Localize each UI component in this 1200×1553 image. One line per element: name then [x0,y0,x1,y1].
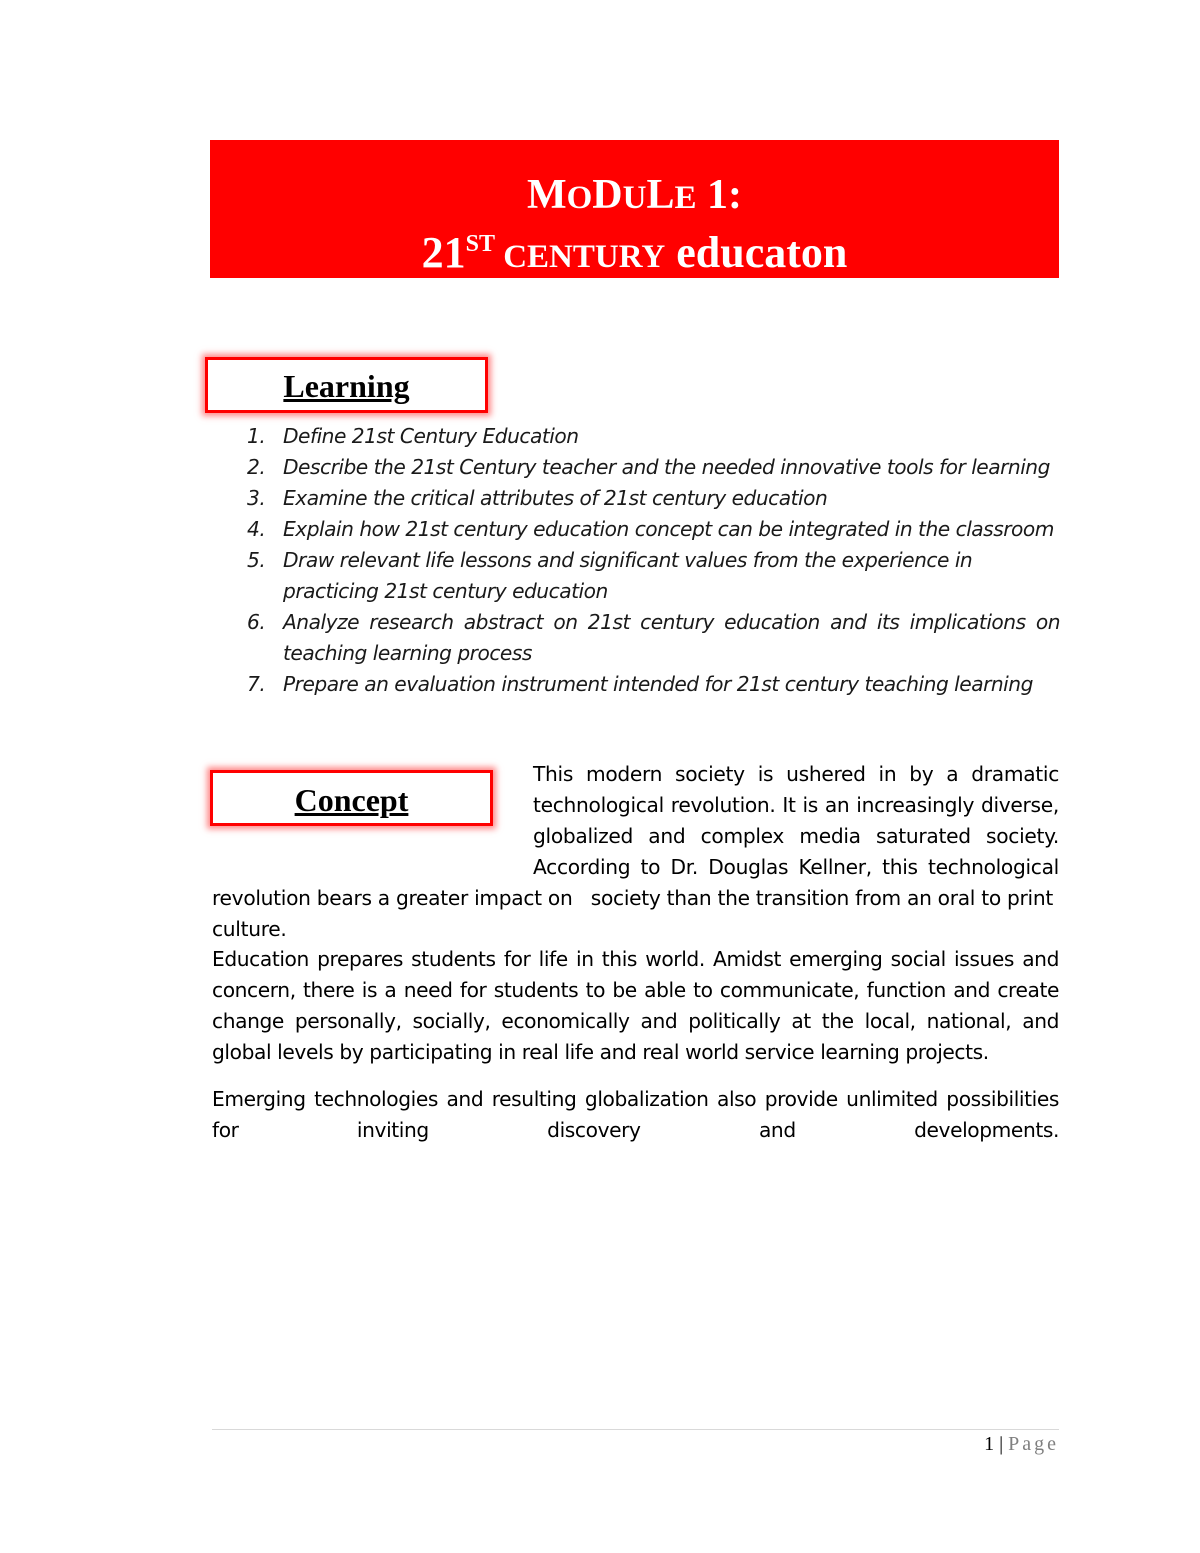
list-item-text: Describe the 21st Century teacher and the needed innovative tools for learning [283,455,1050,479]
list-item-text: Explain how 21st century education concept can be integrated in the classroom [283,517,1054,541]
list-item-text: Draw relevant life lessons and significant values from the experience in practicing 21st century education [283,548,973,603]
title-number: 21 [421,228,466,277]
list-item [240,669,1060,700]
concept-heading: Concept [210,770,493,826]
learning-objectives-list [240,421,1060,700]
footer-divider [212,1429,1059,1430]
list-number: 7. [247,672,266,696]
concept-paragraph-continued: revolution bears a greater impact on society than the transition from an oral to print culture. [212,886,1060,941]
module-num: 1: [696,172,743,218]
module-letter-m: M [526,172,567,218]
list-item-text: Analyze research abstract on 21st century education and its implications on teaching learning process [283,610,1060,665]
title-education: educaton [665,228,848,277]
list-item [240,545,1060,607]
list-number: 4. [247,517,266,541]
list-number: 3. [247,486,266,510]
module-letter-e: E [674,180,697,216]
module-letter-l: L [646,172,675,218]
title-superscript: ST [465,231,495,257]
list-item-text: Define 21st Century Education [283,424,579,448]
list-item [240,452,1060,483]
list-number: 6. [247,610,266,634]
page-footer [984,1433,1059,1456]
list-item [240,483,1060,514]
list-item [240,514,1060,545]
module-title [210,226,1059,284]
concept-paragraph-side: This modern society is ushered in by a dramatic technological revolution. It is an increasingly diverse, globalized and complex media saturated society. According to Dr. Douglas Kellner, this technological [533,762,1059,879]
page-number: 1 [984,1433,995,1455]
list-number: 1. [247,424,266,448]
list-number: 2. [247,455,266,479]
concept-paragraph-2: Education prepares students for life in this world. Amidst emerging social issues and concern, there is a need for students to be able to communicate, function and create change personally, socially, economically and politically at the local, national, and global levels by participating in real life and real world service learning projects. [212,947,1059,1064]
page-word: Page [1008,1433,1059,1455]
list-item-text: Prepare an evaluation instrument intended for 21st century teaching learning [283,672,1033,696]
module-title-banner [210,140,1059,278]
footer-separator: | [994,1433,1009,1455]
module-letter-o: O [566,180,593,216]
list-item [240,421,1060,452]
list-item [240,607,1060,669]
list-item-text: Examine the critical attributes of 21st century education [283,486,828,510]
module-number [210,170,1059,223]
module-letter-u: U [622,180,647,216]
list-number: 5. [247,548,266,572]
learning-heading: Learning [205,357,488,413]
module-letter-d: D [592,172,623,218]
concept-paragraph-3: Emerging technologies and resulting globalization also provide unlimited possibilities for inviting discovery and developments. [212,1087,1059,1142]
title-century: CENTURY [494,239,666,275]
